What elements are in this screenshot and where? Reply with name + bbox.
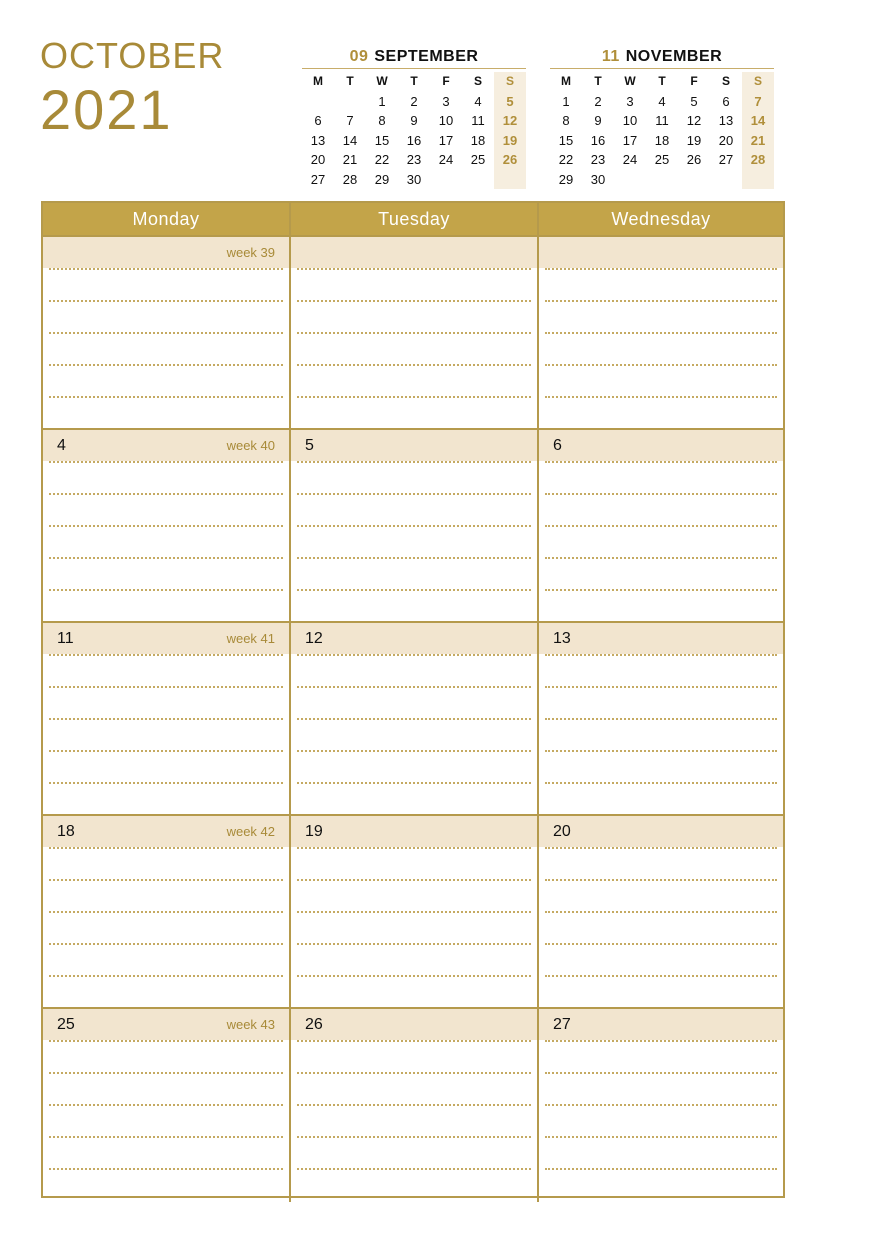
mini-day: 1 xyxy=(378,93,386,109)
writing-line xyxy=(49,461,283,463)
mini-day: 26 xyxy=(502,152,518,168)
day-number: 4 xyxy=(57,437,66,454)
writing-line xyxy=(49,654,283,656)
day-cell[interactable] xyxy=(43,430,291,621)
day-number-band xyxy=(539,816,783,847)
mini-weekday-label: F xyxy=(442,74,450,88)
mini-day: 2 xyxy=(410,93,418,109)
writing-line xyxy=(49,1136,283,1138)
writing-line xyxy=(297,589,531,591)
mini-calendar-header xyxy=(550,46,774,69)
weekday-header-wednesday: Wednesday xyxy=(611,209,711,229)
mini-weekday-label: S xyxy=(753,74,762,88)
day-cell[interactable] xyxy=(291,816,539,1007)
mini-weekday-label: M xyxy=(313,74,323,88)
writing-line xyxy=(297,911,531,913)
writing-line xyxy=(297,268,531,270)
mini-day xyxy=(302,92,334,112)
weekday-header-tuesday: Tuesday xyxy=(291,203,539,235)
mini-day: 1 xyxy=(562,93,570,109)
mini-day: 27 xyxy=(718,152,734,168)
day-number: 26 xyxy=(305,1016,323,1033)
writing-line xyxy=(49,1168,283,1170)
writing-line xyxy=(297,300,531,302)
writing-line xyxy=(297,1040,531,1042)
mini-calendar-november xyxy=(550,46,774,190)
weekday-header-monday: Monday xyxy=(43,203,291,235)
mini-day: 3 xyxy=(626,93,634,109)
day-number-band xyxy=(291,816,537,847)
mini-day: 14 xyxy=(750,113,766,129)
day-number: 12 xyxy=(305,630,323,647)
mini-day: 9 xyxy=(410,113,418,129)
mini-day xyxy=(462,170,494,190)
mini-day: 23 xyxy=(406,152,422,168)
mini-weekday-label: W xyxy=(624,74,636,88)
mini-weekday-label: S xyxy=(473,74,482,88)
writing-line xyxy=(545,1104,777,1106)
writing-line xyxy=(49,1040,283,1042)
mini-day: 3 xyxy=(442,93,450,109)
writing-line xyxy=(49,493,283,495)
mini-day: 7 xyxy=(754,93,762,109)
writing-line xyxy=(297,654,531,656)
writing-line xyxy=(49,300,283,302)
writing-line xyxy=(297,1136,531,1138)
mini-day: 22 xyxy=(558,152,574,168)
writing-line xyxy=(49,1072,283,1074)
mini-day: 29 xyxy=(558,171,574,187)
mini-day: 7 xyxy=(346,113,354,129)
day-number: 13 xyxy=(553,630,571,647)
writing-line xyxy=(49,589,283,591)
writing-line xyxy=(49,943,283,945)
writing-line xyxy=(49,975,283,977)
mini-day: 30 xyxy=(590,171,606,187)
mini-day: 13 xyxy=(310,132,326,148)
writing-line xyxy=(545,750,777,752)
mini-day: 14 xyxy=(342,132,358,148)
mini-day: 10 xyxy=(438,113,454,129)
mini-day: 17 xyxy=(438,132,454,148)
mini-day: 8 xyxy=(378,113,386,129)
mini-day: 17 xyxy=(622,132,638,148)
writing-line xyxy=(297,525,531,527)
week-row xyxy=(43,816,783,1009)
writing-line xyxy=(545,525,777,527)
day-number-band xyxy=(43,1009,289,1040)
mini-calendar-header xyxy=(302,46,526,69)
week-row xyxy=(43,237,783,430)
day-number-band xyxy=(43,430,289,461)
writing-line xyxy=(545,686,777,688)
week-number-label: week 42 xyxy=(226,824,275,839)
day-number-band xyxy=(539,1009,783,1040)
writing-line xyxy=(49,847,283,849)
writing-line xyxy=(545,493,777,495)
mini-day: 25 xyxy=(470,152,486,168)
mini-day: 6 xyxy=(722,93,730,109)
day-cell[interactable] xyxy=(43,237,291,428)
mini-calendar-month-number: 09 xyxy=(349,48,369,65)
mini-day xyxy=(742,170,774,190)
mini-day: 4 xyxy=(658,93,666,109)
day-cell[interactable] xyxy=(291,430,539,621)
mini-day: 21 xyxy=(342,152,358,168)
mini-day: 2 xyxy=(594,93,602,109)
mini-day: 4 xyxy=(474,93,482,109)
writing-line xyxy=(545,300,777,302)
day-number: 11 xyxy=(57,630,74,647)
day-number: 20 xyxy=(553,823,571,840)
mini-day: 16 xyxy=(406,132,422,148)
writing-line xyxy=(297,461,531,463)
mini-day: 22 xyxy=(374,152,390,168)
mini-weekday-label: S xyxy=(721,74,730,88)
mini-day: 19 xyxy=(686,132,702,148)
writing-line xyxy=(297,718,531,720)
day-number: 5 xyxy=(305,437,314,454)
day-number-band xyxy=(291,430,537,461)
mini-day: 5 xyxy=(506,93,514,109)
day-cell[interactable] xyxy=(539,623,783,814)
writing-line xyxy=(545,943,777,945)
day-cell[interactable] xyxy=(291,623,539,814)
writing-line xyxy=(49,268,283,270)
writing-line xyxy=(297,493,531,495)
mini-day xyxy=(614,170,646,190)
mini-weekday-label: W xyxy=(376,74,388,88)
writing-line xyxy=(545,364,777,366)
writing-line xyxy=(545,1136,777,1138)
writing-line xyxy=(297,943,531,945)
mini-day: 11 xyxy=(655,113,669,129)
day-cell[interactable] xyxy=(539,816,783,1007)
writing-line xyxy=(545,268,777,270)
day-number-band xyxy=(43,816,289,847)
writing-line xyxy=(49,686,283,688)
mini-day: 10 xyxy=(622,113,638,129)
mini-weekday-label: T xyxy=(410,74,418,88)
writing-line xyxy=(297,847,531,849)
mini-day: 6 xyxy=(314,113,322,129)
mini-weekday-label: M xyxy=(561,74,571,88)
writing-line xyxy=(297,686,531,688)
writing-line xyxy=(297,750,531,752)
mini-day: 28 xyxy=(342,171,358,187)
writing-line xyxy=(545,1168,777,1170)
mini-day: 20 xyxy=(718,132,734,148)
week-number-label: week 39 xyxy=(226,245,275,260)
mini-weekday-label: T xyxy=(658,74,666,88)
day-cell[interactable] xyxy=(539,237,783,428)
weekly-planner-grid xyxy=(41,201,785,1198)
mini-day: 25 xyxy=(654,152,670,168)
day-number: 18 xyxy=(57,823,75,840)
day-number-band xyxy=(539,237,783,268)
writing-line xyxy=(545,396,777,398)
week-row xyxy=(43,1009,783,1202)
day-cell[interactable] xyxy=(291,237,539,428)
mini-day: 15 xyxy=(374,132,390,148)
writing-line xyxy=(297,1168,531,1170)
mini-weekday-label: F xyxy=(690,74,698,88)
mini-day: 18 xyxy=(470,132,486,148)
day-number-band xyxy=(291,623,537,654)
writing-line xyxy=(545,461,777,463)
mini-calendar-days xyxy=(302,72,526,190)
writing-line xyxy=(545,654,777,656)
writing-line xyxy=(49,879,283,881)
writing-line xyxy=(545,911,777,913)
writing-line xyxy=(49,911,283,913)
mini-calendar-month-name: NOVEMBER xyxy=(625,48,723,65)
mini-calendar-month-number: 11 xyxy=(601,48,620,65)
writing-line xyxy=(49,718,283,720)
mini-day: 12 xyxy=(686,113,702,129)
weekday-header-row xyxy=(43,203,783,237)
writing-line xyxy=(297,879,531,881)
mini-day: 29 xyxy=(374,171,390,187)
writing-line xyxy=(545,879,777,881)
writing-line xyxy=(545,557,777,559)
mini-day: 21 xyxy=(750,132,766,148)
day-cell[interactable] xyxy=(43,816,291,1007)
month-title: OCTOBER xyxy=(40,35,225,76)
writing-line xyxy=(49,525,283,527)
mini-day: 12 xyxy=(502,113,518,129)
writing-line xyxy=(49,396,283,398)
day-number: 19 xyxy=(305,823,323,840)
writing-line xyxy=(545,1072,777,1074)
mini-day xyxy=(678,170,710,190)
day-cell[interactable] xyxy=(43,1009,291,1202)
mini-day: 18 xyxy=(654,132,670,148)
mini-day: 24 xyxy=(622,152,638,168)
mini-day: 8 xyxy=(562,113,570,129)
writing-line xyxy=(545,332,777,334)
writing-line xyxy=(49,332,283,334)
week-number-label: week 43 xyxy=(226,1017,275,1032)
writing-line xyxy=(49,557,283,559)
mini-weekday-label: S xyxy=(505,74,514,88)
writing-line xyxy=(297,332,531,334)
mini-day xyxy=(494,170,526,190)
mini-day: 23 xyxy=(590,152,606,168)
writing-line xyxy=(545,782,777,784)
writing-line xyxy=(545,1040,777,1042)
day-number-band xyxy=(291,237,537,268)
mini-day: 28 xyxy=(750,152,766,168)
year-title: 2021 xyxy=(40,78,173,141)
day-cell[interactable] xyxy=(291,1009,539,1202)
writing-line xyxy=(297,557,531,559)
day-number-band xyxy=(43,623,289,654)
mini-day: 27 xyxy=(310,171,326,187)
mini-day: 19 xyxy=(502,132,518,148)
writing-line xyxy=(545,589,777,591)
writing-line xyxy=(297,1072,531,1074)
writing-line xyxy=(545,975,777,977)
week-row xyxy=(43,623,783,816)
mini-calendar-month-name: SEPTEMBER xyxy=(374,48,479,65)
week-number-label: week 41 xyxy=(226,631,275,646)
week-row xyxy=(43,430,783,623)
writing-line xyxy=(297,1104,531,1106)
day-number-band xyxy=(291,1009,537,1040)
day-number-band xyxy=(43,237,289,268)
mini-day: 9 xyxy=(594,113,602,129)
day-number-band xyxy=(539,623,783,654)
day-number: 25 xyxy=(57,1016,75,1033)
writing-line xyxy=(545,718,777,720)
writing-line xyxy=(297,364,531,366)
mini-day: 15 xyxy=(558,132,574,148)
mini-day: 16 xyxy=(590,132,606,148)
mini-day xyxy=(710,170,742,190)
day-cell[interactable] xyxy=(539,1009,783,1202)
day-cell[interactable] xyxy=(43,623,291,814)
mini-day: 11 xyxy=(471,113,485,129)
writing-line xyxy=(49,1104,283,1106)
writing-line xyxy=(49,782,283,784)
mini-day xyxy=(430,170,462,190)
writing-line xyxy=(297,975,531,977)
mini-weekday-label: T xyxy=(346,74,354,88)
mini-day: 30 xyxy=(406,171,422,187)
mini-day: 5 xyxy=(690,93,698,109)
mini-day xyxy=(646,170,678,190)
writing-line xyxy=(297,396,531,398)
mini-weekday-label: T xyxy=(594,74,602,88)
mini-day: 13 xyxy=(718,113,734,129)
mini-day xyxy=(334,92,366,112)
week-number-label: week 40 xyxy=(226,438,275,453)
writing-line xyxy=(49,364,283,366)
mini-day: 26 xyxy=(686,152,702,168)
day-number-band xyxy=(539,430,783,461)
day-number: 6 xyxy=(553,437,562,454)
day-number: 27 xyxy=(553,1016,571,1033)
writing-line xyxy=(545,847,777,849)
mini-calendar-days xyxy=(550,72,774,190)
day-cell[interactable] xyxy=(539,430,783,621)
mini-day: 24 xyxy=(438,152,454,168)
writing-line xyxy=(49,750,283,752)
writing-line xyxy=(297,782,531,784)
mini-day: 20 xyxy=(310,152,326,168)
mini-calendar-september xyxy=(302,46,526,190)
